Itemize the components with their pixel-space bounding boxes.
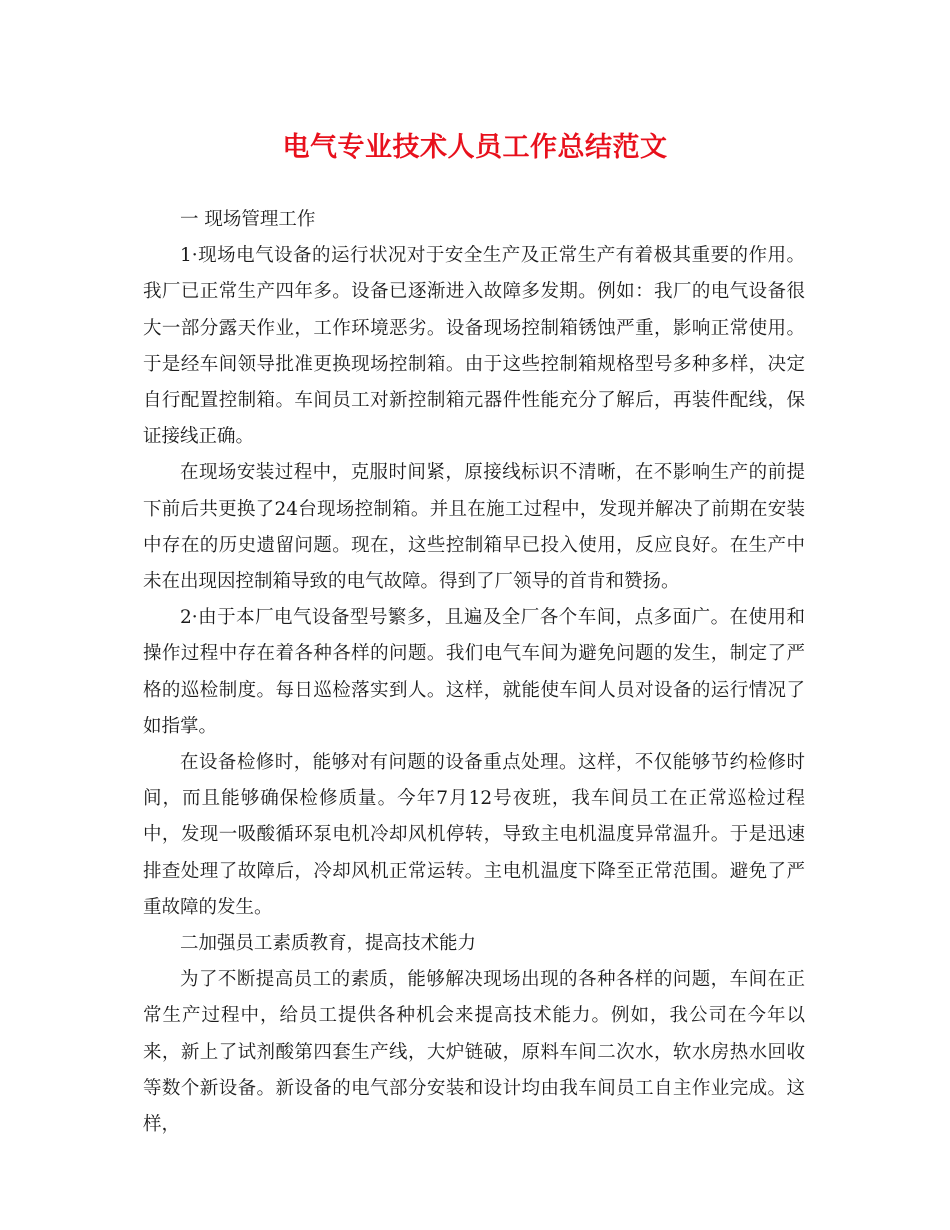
paragraph-4: 在设备检修时，能够对有问题的设备重点处理。这样，不仅能够节约检修时间，而且能够确保检修质量。今年7月12号夜班，我车间员工在正常巡检过程中，发现一吸酸循环泵电机冷却风机停转，导致主电机温度异常温升。于是迅速排查处理了故障后，冷却风机正常运转。主电机温度下降至正常范围。避免了严重故障的发生。 — [143, 752, 805, 918]
document-body — [143, 202, 805, 1143]
section-heading-1: 一 现场管理工作 — [180, 209, 316, 230]
paragraph-3: 2·由于本厂电气设备型号繁多，且遍及全厂各个车间，点多面广。在使用和操作过程中存在着各种各样的问题。我们电气车间为避免问题的发生，制定了严格的巡检制度。每日巡检落实到人。这样，就能使车间人员对设备的运行情况了如指掌。 — [143, 607, 805, 737]
paragraph-2: 在现场安装过程中，克服时间紧，原接线标识不清晰，在不影响生产的前提下前后共更换了24台现场控制箱。并且在施工过程中，发现并解决了前期在安装中存在的历史遗留问题。现在，这些控制箱早已投入使用，反应良好。在生产中未在出现因控制箱导致的电气故障。得到了厂领导的首肯和赞扬。 — [143, 462, 805, 593]
section-heading-2: 二加强员工素质教育，提高技术能力 — [180, 933, 477, 955]
paragraph-5: 为了不断提高员工的素质，能够解决现场出现的各种各样的问题，车间在正常生产过程中，给员工提供各种机会来提高技术能力。例如，我公司在今年以来，新上了试剂酸第四套生产线，大炉链破，原料车间二次水，软水房热水回收等数个新设备。新设备的电气部分安装和设计均由我车间员工自主作业完成。这样， — [143, 969, 805, 1136]
document-title: 电气专业技术人员工作总结范文 — [282, 132, 668, 163]
paragraph-1: 1·现场电气设备的运行状况对于安全生产及正常生产有着极其重要的作用。我厂已正常生产四年多。设备已逐渐进入故障多发期。例如：我厂的电气设备很大一部分露天作业，工作环境恶劣。设备现场控制箱锈蚀严重，影响正常使用。于是经车间领导批准更换现场控制箱。由于这些控制箱规格型号多种多样，决定自行配置控制箱。车间员工对新控制箱元器件性能充分了解后，再装件配线，保证接线正确。 — [143, 245, 805, 448]
